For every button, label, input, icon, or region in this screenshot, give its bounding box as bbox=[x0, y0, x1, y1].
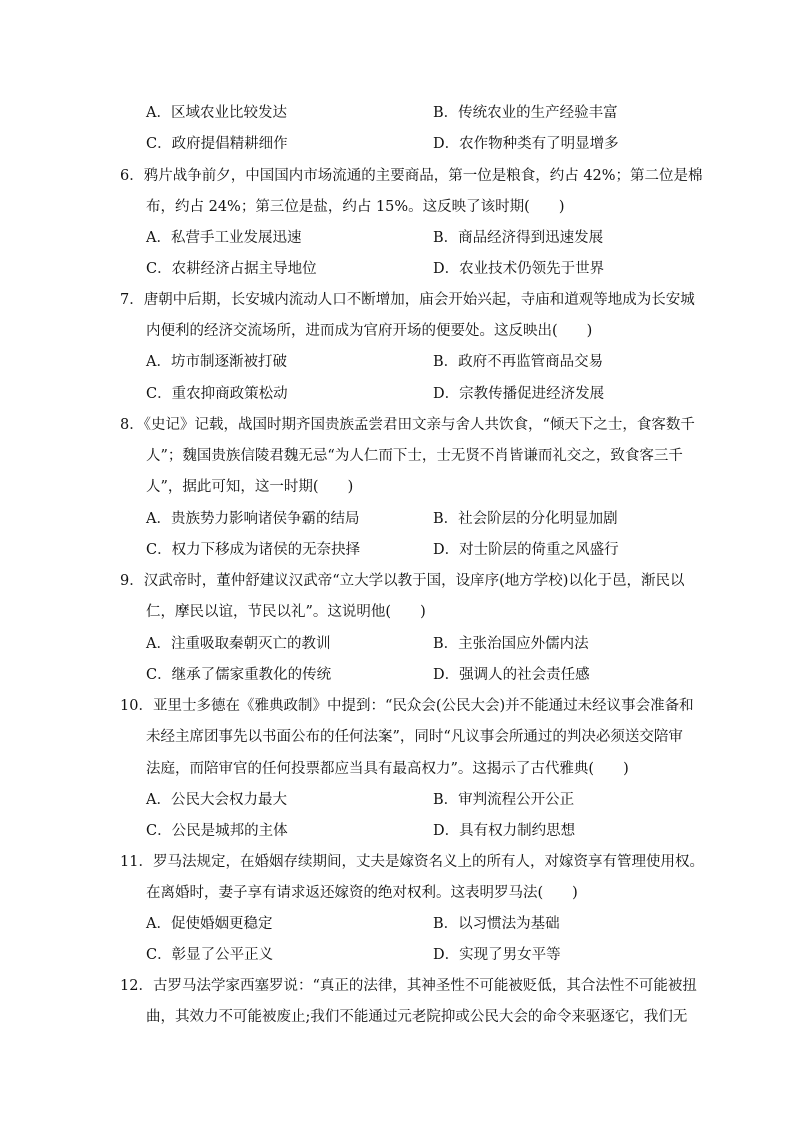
q8-option-a: A．贵族势力影响诸侯争霸的结局 bbox=[146, 511, 360, 527]
q8-option-c: C．权力下移成为诸侯的无奈抉择 bbox=[146, 542, 361, 558]
q8-option-d: D．对士阶层的倚重之风盛行 bbox=[433, 542, 619, 558]
q7-stem-line-1: 7．唐朝中后期，长安城内流动人口不断增加，庙会开始兴起，寺庙和道观等地成为长安城 bbox=[120, 292, 695, 308]
q5-option-c: C．政府提倡精耕细作 bbox=[146, 136, 288, 152]
q8-stem-line-2: 人”；魏国贵族信陵君魏无忌“为人仁而下士，士无贤不肖皆谦而礼交之，致食客三千 bbox=[146, 448, 683, 464]
q7-option-c: C．重农抑商政策松动 bbox=[146, 386, 288, 402]
q6-option-a: A．私营手工业发展迅速 bbox=[146, 230, 302, 246]
q6-option-c: C．农耕经济占据主导地位 bbox=[146, 261, 317, 277]
q9-option-d: D．强调人的社会责任感 bbox=[433, 667, 590, 683]
q7-option-a: A．坊市制逐渐被打破 bbox=[146, 354, 287, 370]
q7-stem-line-2: 内便利的经济交流场所，进而成为官府开场的便要处。这反映出( ) bbox=[146, 323, 593, 339]
q11-stem-line-2: 在离婚时，妻子享有请求返还嫁资的绝对权利。这表明罗马法( ) bbox=[146, 885, 578, 901]
q8-option-b: B．社会阶层的分化明显加剧 bbox=[433, 511, 618, 527]
q9-stem-line-2: 仁，摩民以谊，节民以礼”。这说明他( ) bbox=[146, 604, 426, 620]
q5-option-d: D．农作物种类有了明显增多 bbox=[433, 136, 619, 152]
q10-option-c: C．公民是城邦的主体 bbox=[146, 823, 288, 839]
q11-option-c: C．彰显了公平正义 bbox=[146, 947, 274, 963]
q12-stem-line-1: 12．古罗马法学家西塞罗说：“真正的法律，其神圣性不可能被贬低，其合法性不可能被扭 bbox=[120, 978, 697, 994]
q8-stem-line-3: 人”，据此可知，这一时期( ) bbox=[146, 479, 354, 495]
q5-option-a: A．区域农业比较发达 bbox=[146, 105, 287, 121]
q6-stem-line-1: 6．鸦片战争前夕，中国国内市场流通的主要商品，第一位是粮食，约占 42%；第二位是棉 bbox=[120, 168, 703, 184]
q9-option-a: A．注重吸取秦朝灭亡的教训 bbox=[146, 636, 331, 652]
q5-option-b: B．传统农业的生产经验丰富 bbox=[433, 105, 618, 121]
q11-option-a: A．促使婚姻更稳定 bbox=[146, 916, 273, 932]
q10-stem-line-3: 法庭，而陪审官的任何投票都应当具有最高权力”。这揭示了古代雅典( ) bbox=[146, 761, 629, 777]
q10-option-a: A．公民大会权力最大 bbox=[146, 792, 287, 808]
q9-stem-line-1: 9．汉武帝时，董仲舒建议汉武帝“立大学以教于国，设庠序(地方学校)以化于邑，渐民以 bbox=[120, 573, 685, 589]
q12-stem-line-2: 曲，其效力不可能被废止;我们不能通过元老院抑或公民大会的命令来驱逐它，我们无 bbox=[146, 1009, 688, 1025]
q6-stem-line-2: 布，约占 24%；第三位是盐，约占 15%。这反映了该时期( ) bbox=[146, 199, 565, 215]
q7-option-b: B．政府不再监管商品交易 bbox=[433, 354, 604, 370]
q11-stem-line-1: 11．罗马法规定，在婚姻存续期间，丈夫是嫁资名义上的所有人，对嫁资享有管理使用权。 bbox=[120, 854, 704, 870]
q6-option-b: B．商品经济得到迅速发展 bbox=[433, 230, 604, 246]
q10-option-d: D．具有权力制约思想 bbox=[433, 823, 576, 839]
q9-option-c: C．继承了儒家重教化的传统 bbox=[146, 667, 332, 683]
q10-option-b: B．审判流程公开公正 bbox=[433, 792, 575, 808]
q11-option-d: D．实现了男女平等 bbox=[433, 947, 561, 963]
q7-option-d: D．宗教传播促进经济发展 bbox=[433, 386, 605, 402]
q8-stem-line-1: 8．《史记》记载，战国时期齐国贵族孟尝君田文亲与舍人共饮食，“倾天下之士，食客数千 bbox=[120, 417, 695, 433]
q9-option-b: B．主张治国应外儒内法 bbox=[433, 636, 589, 652]
q6-option-d: D．农业技术仍领先于世界 bbox=[433, 261, 605, 277]
q11-option-b: B．以习惯法为基础 bbox=[433, 916, 560, 932]
q10-stem-line-1: 10．亚里士多德在《雅典政制》中提到：“民众会(公民大会)并不能通过未经议事会准备和 bbox=[120, 698, 694, 714]
q10-stem-line-2: 未经主席团事先以书面公布的任何法案”，同时“凡议事会所通过的判决必须送交陪审 bbox=[146, 729, 683, 745]
